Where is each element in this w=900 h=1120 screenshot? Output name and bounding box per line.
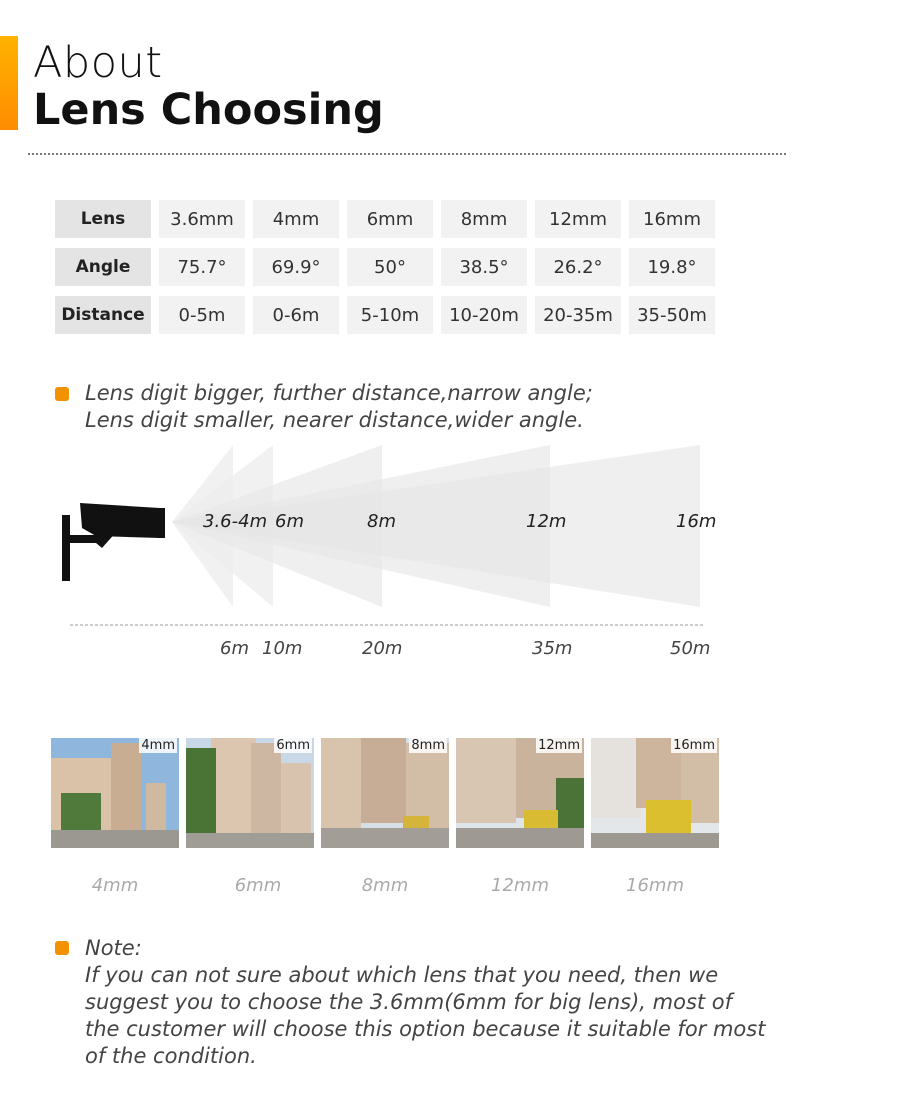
tip-bullet-icon xyxy=(55,387,69,401)
sample-photo-16mm xyxy=(591,738,719,848)
photo-image xyxy=(456,738,584,848)
beam-label: 8m xyxy=(367,511,396,532)
photo-caption: 8mm xyxy=(361,875,409,896)
sample-photo-6mm xyxy=(186,738,314,848)
note-line: suggest you to choose the 3.6mm(6mm for big lens), most of xyxy=(85,990,733,1014)
page-title-line1: About xyxy=(33,38,163,88)
table-cell: 69.9° xyxy=(253,248,339,286)
photo-caption: 16mm xyxy=(626,875,684,896)
lens-range-diagram xyxy=(0,440,900,680)
tip-line-1: Lens digit bigger, further distance,narrow angle; xyxy=(85,381,593,405)
table-cell: 75.7° xyxy=(159,248,245,286)
photo-tag: 8mm xyxy=(411,738,445,753)
lens-spec-table xyxy=(55,200,723,344)
photo-caption: 12mm xyxy=(491,875,549,896)
beam-label: 16m xyxy=(676,511,717,532)
distance-label: 20m xyxy=(362,638,403,659)
page-title-line2: Lens Choosing xyxy=(33,85,384,135)
table-cell: 20-35m xyxy=(535,296,621,334)
photo-tag: 16mm xyxy=(673,738,715,753)
table-cell: 10-20m xyxy=(441,296,527,334)
table-cell: 35-50m xyxy=(629,296,715,334)
table-row-angle xyxy=(55,248,723,286)
row-header: Angle xyxy=(55,248,151,286)
table-cell: 0-5m xyxy=(159,296,245,334)
row-header: Distance xyxy=(55,296,151,334)
table-cell: 50° xyxy=(347,248,433,286)
photo-image xyxy=(321,738,449,848)
table-cell: 26.2° xyxy=(535,248,621,286)
table-cell: 6mm xyxy=(347,200,433,238)
photo-tag: 4mm xyxy=(141,738,175,753)
table-cell: 16mm xyxy=(629,200,715,238)
table-cell: 19.8° xyxy=(629,248,715,286)
distance-label: 35m xyxy=(532,638,573,659)
distance-label: 6m xyxy=(220,638,249,659)
note-line: of the condition. xyxy=(85,1044,257,1068)
distance-label: 50m xyxy=(670,638,711,659)
note-bullet-icon xyxy=(55,941,69,955)
photo-tag: 12mm xyxy=(538,738,580,753)
divider xyxy=(28,153,786,155)
table-cell: 3.6mm xyxy=(159,200,245,238)
distance-label: 10m xyxy=(262,638,303,659)
table-cell: 0-6m xyxy=(253,296,339,334)
beam-graphic xyxy=(0,440,900,680)
beam-label: 12m xyxy=(526,511,567,532)
table-cell: 4mm xyxy=(253,200,339,238)
photo-image xyxy=(51,738,179,848)
tip-line-2: Lens digit smaller, nearer distance,wider angle. xyxy=(85,408,584,432)
table-row-lens xyxy=(55,200,723,238)
row-header: Lens xyxy=(55,200,151,238)
sample-photo-8mm xyxy=(321,738,449,848)
photo-image xyxy=(591,738,719,848)
sample-photo-12mm xyxy=(456,738,584,848)
photo-caption: 6mm xyxy=(234,875,282,896)
note-line: the customer will choose this option because it suitable for most xyxy=(85,1017,766,1041)
photo-caption: 4mm xyxy=(91,875,139,896)
table-cell: 12mm xyxy=(535,200,621,238)
beam-label: 3.6-4m xyxy=(203,511,268,532)
photo-tag: 6mm xyxy=(276,738,310,753)
table-cell: 8mm xyxy=(441,200,527,238)
note-heading: Note: xyxy=(85,936,142,960)
photo-image xyxy=(186,738,314,848)
table-row-distance xyxy=(55,296,723,334)
note-line: If you can not sure about which lens that you need, then we xyxy=(85,963,719,987)
beam-label: 6m xyxy=(275,511,304,532)
table-cell: 38.5° xyxy=(441,248,527,286)
header-accent-bar xyxy=(0,36,18,130)
security-camera-icon xyxy=(62,503,165,581)
table-cell: 5-10m xyxy=(347,296,433,334)
sample-photo-4mm xyxy=(51,738,179,848)
